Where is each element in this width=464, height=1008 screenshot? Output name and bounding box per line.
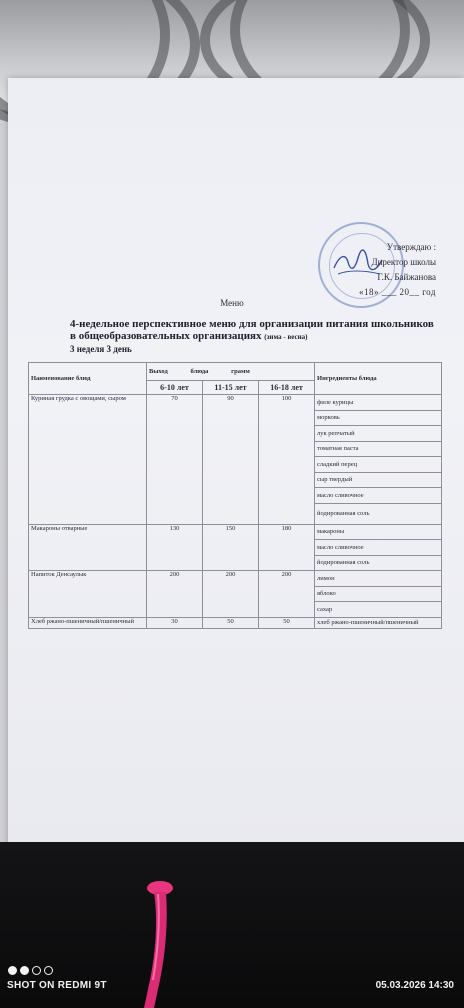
dish-yield: 30 [147,617,203,628]
dish-yield: 50 [259,617,315,628]
dish-yield: 180 [259,524,315,571]
menu-table [28,362,442,629]
ingredient: хлеб ржано-пшеничный/пшеничный [315,617,442,628]
yield-label: Выход [149,368,168,375]
title-season: (зима - весна) [264,333,308,341]
age-header: 6-10 лет [147,381,203,395]
dot-icon [32,966,41,975]
ingredient: томатная паста [315,441,442,457]
dish-yield: 70 [147,395,203,525]
dot-icon [44,966,53,975]
camera-watermark: SHOT ON REDMI 9T [7,980,107,991]
col-header-ingredients: Ингредиенты блюда [315,363,442,395]
ingredient: сахар [315,602,442,618]
ingredient: яблоко [315,586,442,602]
dish-yield: 200 [203,571,259,618]
ingredient: сладкий перец [315,457,442,473]
dish-label: блюда [190,368,209,375]
ingredient: масло сливочное [315,488,442,504]
dish-yield: 150 [203,524,259,571]
pink-object-icon [138,880,178,1008]
title-main: 4-недельное перспективное меню для организации питания школьников в общеобразовательных организациях [70,318,434,342]
dish-name: Хлеб ржано-пшеничный/пшеничный [29,617,147,628]
approval-line: Утверждаю : [386,242,436,252]
approval-block [359,240,436,300]
approval-date: «18» ___ 20__ год [358,287,436,297]
ingredient: йодированная соль [315,503,442,524]
dish-name: Куриная грудка с овощами, сыром [29,395,147,525]
camera-datetime: 05.03.2026 14:30 [375,980,454,991]
dish-name: Макароны отварные [29,524,147,571]
dish-yield: 200 [259,571,315,618]
age-header: 11-15 лет [203,381,259,395]
ingredient: филе курицы [315,395,442,411]
dish-yield: 100 [259,395,315,525]
col-header-name: Наименование блюд [29,363,147,395]
ingredient: масло сливочное [315,540,442,556]
ingredient: сыр твердый [315,472,442,488]
document-title [70,318,442,355]
week-day: 3 неделя 3 день [70,344,132,354]
approval-line: Директор школы [371,257,436,267]
menu-heading: Меню [220,298,244,308]
ingredient: морковь [315,410,442,426]
age-header: 16-18 лет [259,381,315,395]
dish-yield: 50 [203,617,259,628]
ingredient: лимон [315,571,442,587]
dish-yield: 90 [203,395,259,525]
dot-icon [8,966,17,975]
approval-line: Г.К. Байжанова [377,272,436,282]
dish-yield: 130 [147,524,203,571]
dot-icon [20,966,29,975]
ingredient: лук репчатый [315,426,442,442]
camera-dots [8,966,53,975]
gram-label: грамм [231,368,250,375]
col-header-yield [147,363,315,381]
ingredient: макароны [315,524,442,540]
dish-yield: 200 [147,571,203,618]
ingredient: йодированная соль [315,555,442,571]
dish-name: Напиток Денсаулык [29,571,147,618]
